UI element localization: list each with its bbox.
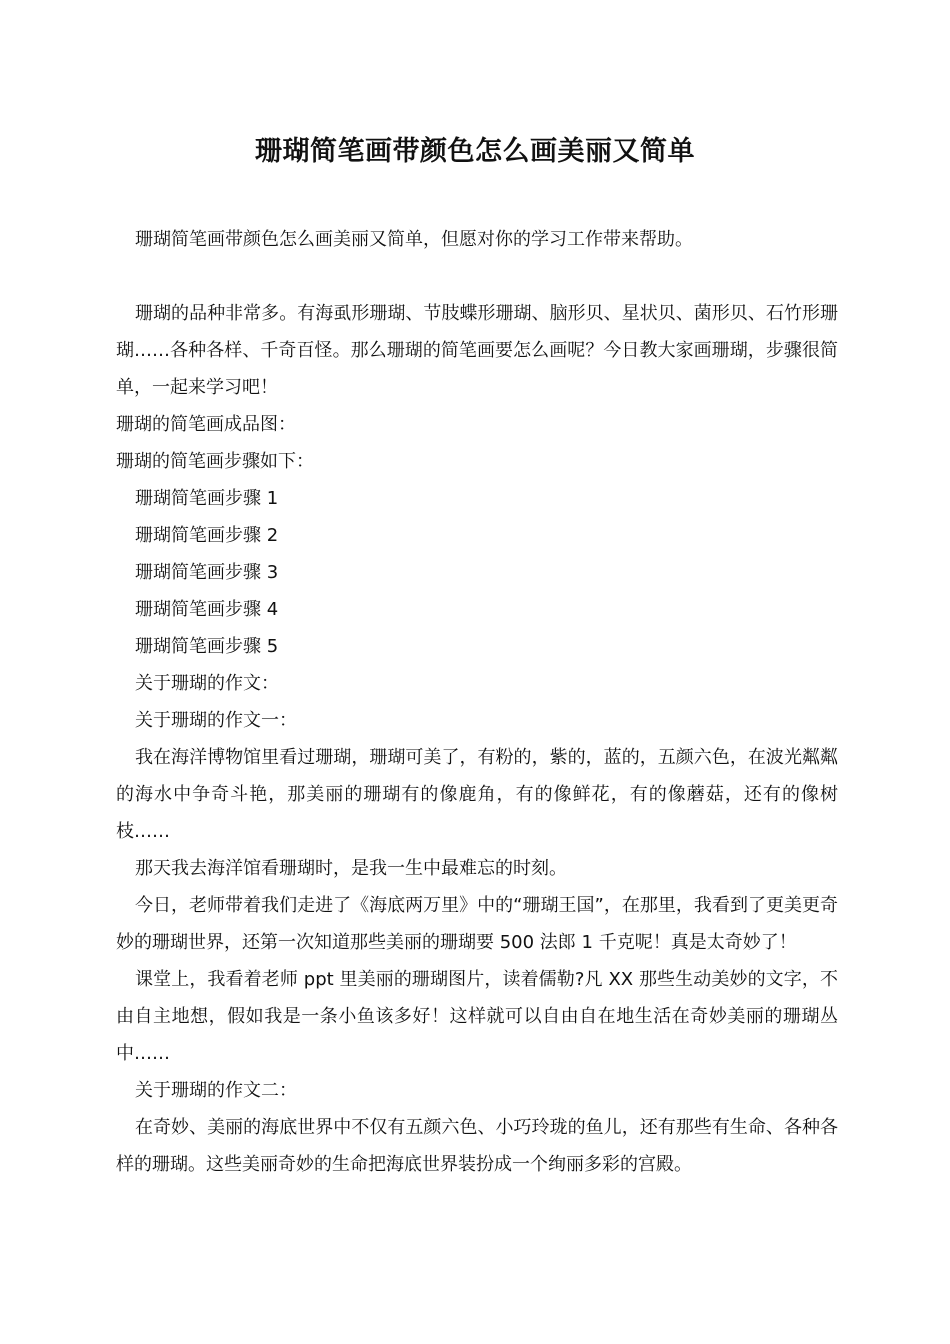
body-paragraph: 课堂上，我看着老师 ppt 里美丽的珊瑚图片，读着儒勒?凡 XX 那些生动美妙的文字，不由自主地想，假如我是一条小鱼该多好！这样就可以自由自在地生活在奇妙美丽的珊瑚丛中……: [116, 969, 838, 1064]
body-paragraph: 在奇妙、美丽的海底世界中不仅有五颜六色、小巧玲珑的鱼儿，还有那些有生命、各种各样的珊瑚。这些美丽奇妙的生命把海底世界装扮成一个绚丽多彩的宫殿。: [116, 1117, 838, 1175]
document-body: [116, 221, 838, 1183]
body-paragraph: 珊瑚的品种非常多。有海虱形珊瑚、节肢蝶形珊瑚、脑形贝、星状贝、菌形贝、石竹形珊瑚……各种各样、千奇百怪。那么珊瑚的简笔画要怎么画呢？今日教大家画珊瑚，步骤很简单，一起来学习吧！: [116, 303, 838, 398]
essay-heading: 关于珊瑚的作文一：: [135, 710, 297, 731]
step-item: 珊瑚简笔画步骤 3: [135, 562, 279, 583]
step-item: 珊瑚简笔画步骤 5: [135, 636, 279, 657]
body-paragraph: 我在海洋博物馆里看过珊瑚，珊瑚可美了，有粉的，紫的，蓝的，五颜六色，在波光粼粼的海水中争奇斗艳，那美丽的珊瑚有的像鹿角，有的像鲜花，有的像蘑菇，还有的像树枝……: [116, 747, 838, 842]
body-paragraph: 今日，老师带着我们走进了《海底两万里》中的“珊瑚王国”，在那里，我看到了更美更奇妙的珊瑚世界，还第一次知道那些美丽的珊瑚要 500 法郎 1 千克呢！真是太奇妙了！: [116, 895, 838, 953]
step-item: 珊瑚简笔画步骤 4: [135, 599, 279, 620]
document-title: 珊瑚简笔画带颜色怎么画美丽又简单: [255, 136, 695, 167]
section-label: 珊瑚的简笔画成品图：: [116, 414, 296, 435]
section-heading: 关于珊瑚的作文：: [135, 673, 279, 694]
essay-heading: 关于珊瑚的作文二：: [135, 1080, 297, 1101]
body-paragraph: 那天我去海洋馆看珊瑚时，是我一生中最难忘的时刻。: [135, 858, 567, 879]
step-item: 珊瑚简笔画步骤 2: [135, 525, 279, 546]
step-item: 珊瑚简笔画步骤 1: [135, 488, 279, 509]
intro-paragraph: 珊瑚简笔画带颜色怎么画美丽又简单，但愿对你的学习工作带来帮助。: [135, 229, 693, 250]
section-label: 珊瑚的简笔画步骤如下：: [116, 451, 314, 472]
